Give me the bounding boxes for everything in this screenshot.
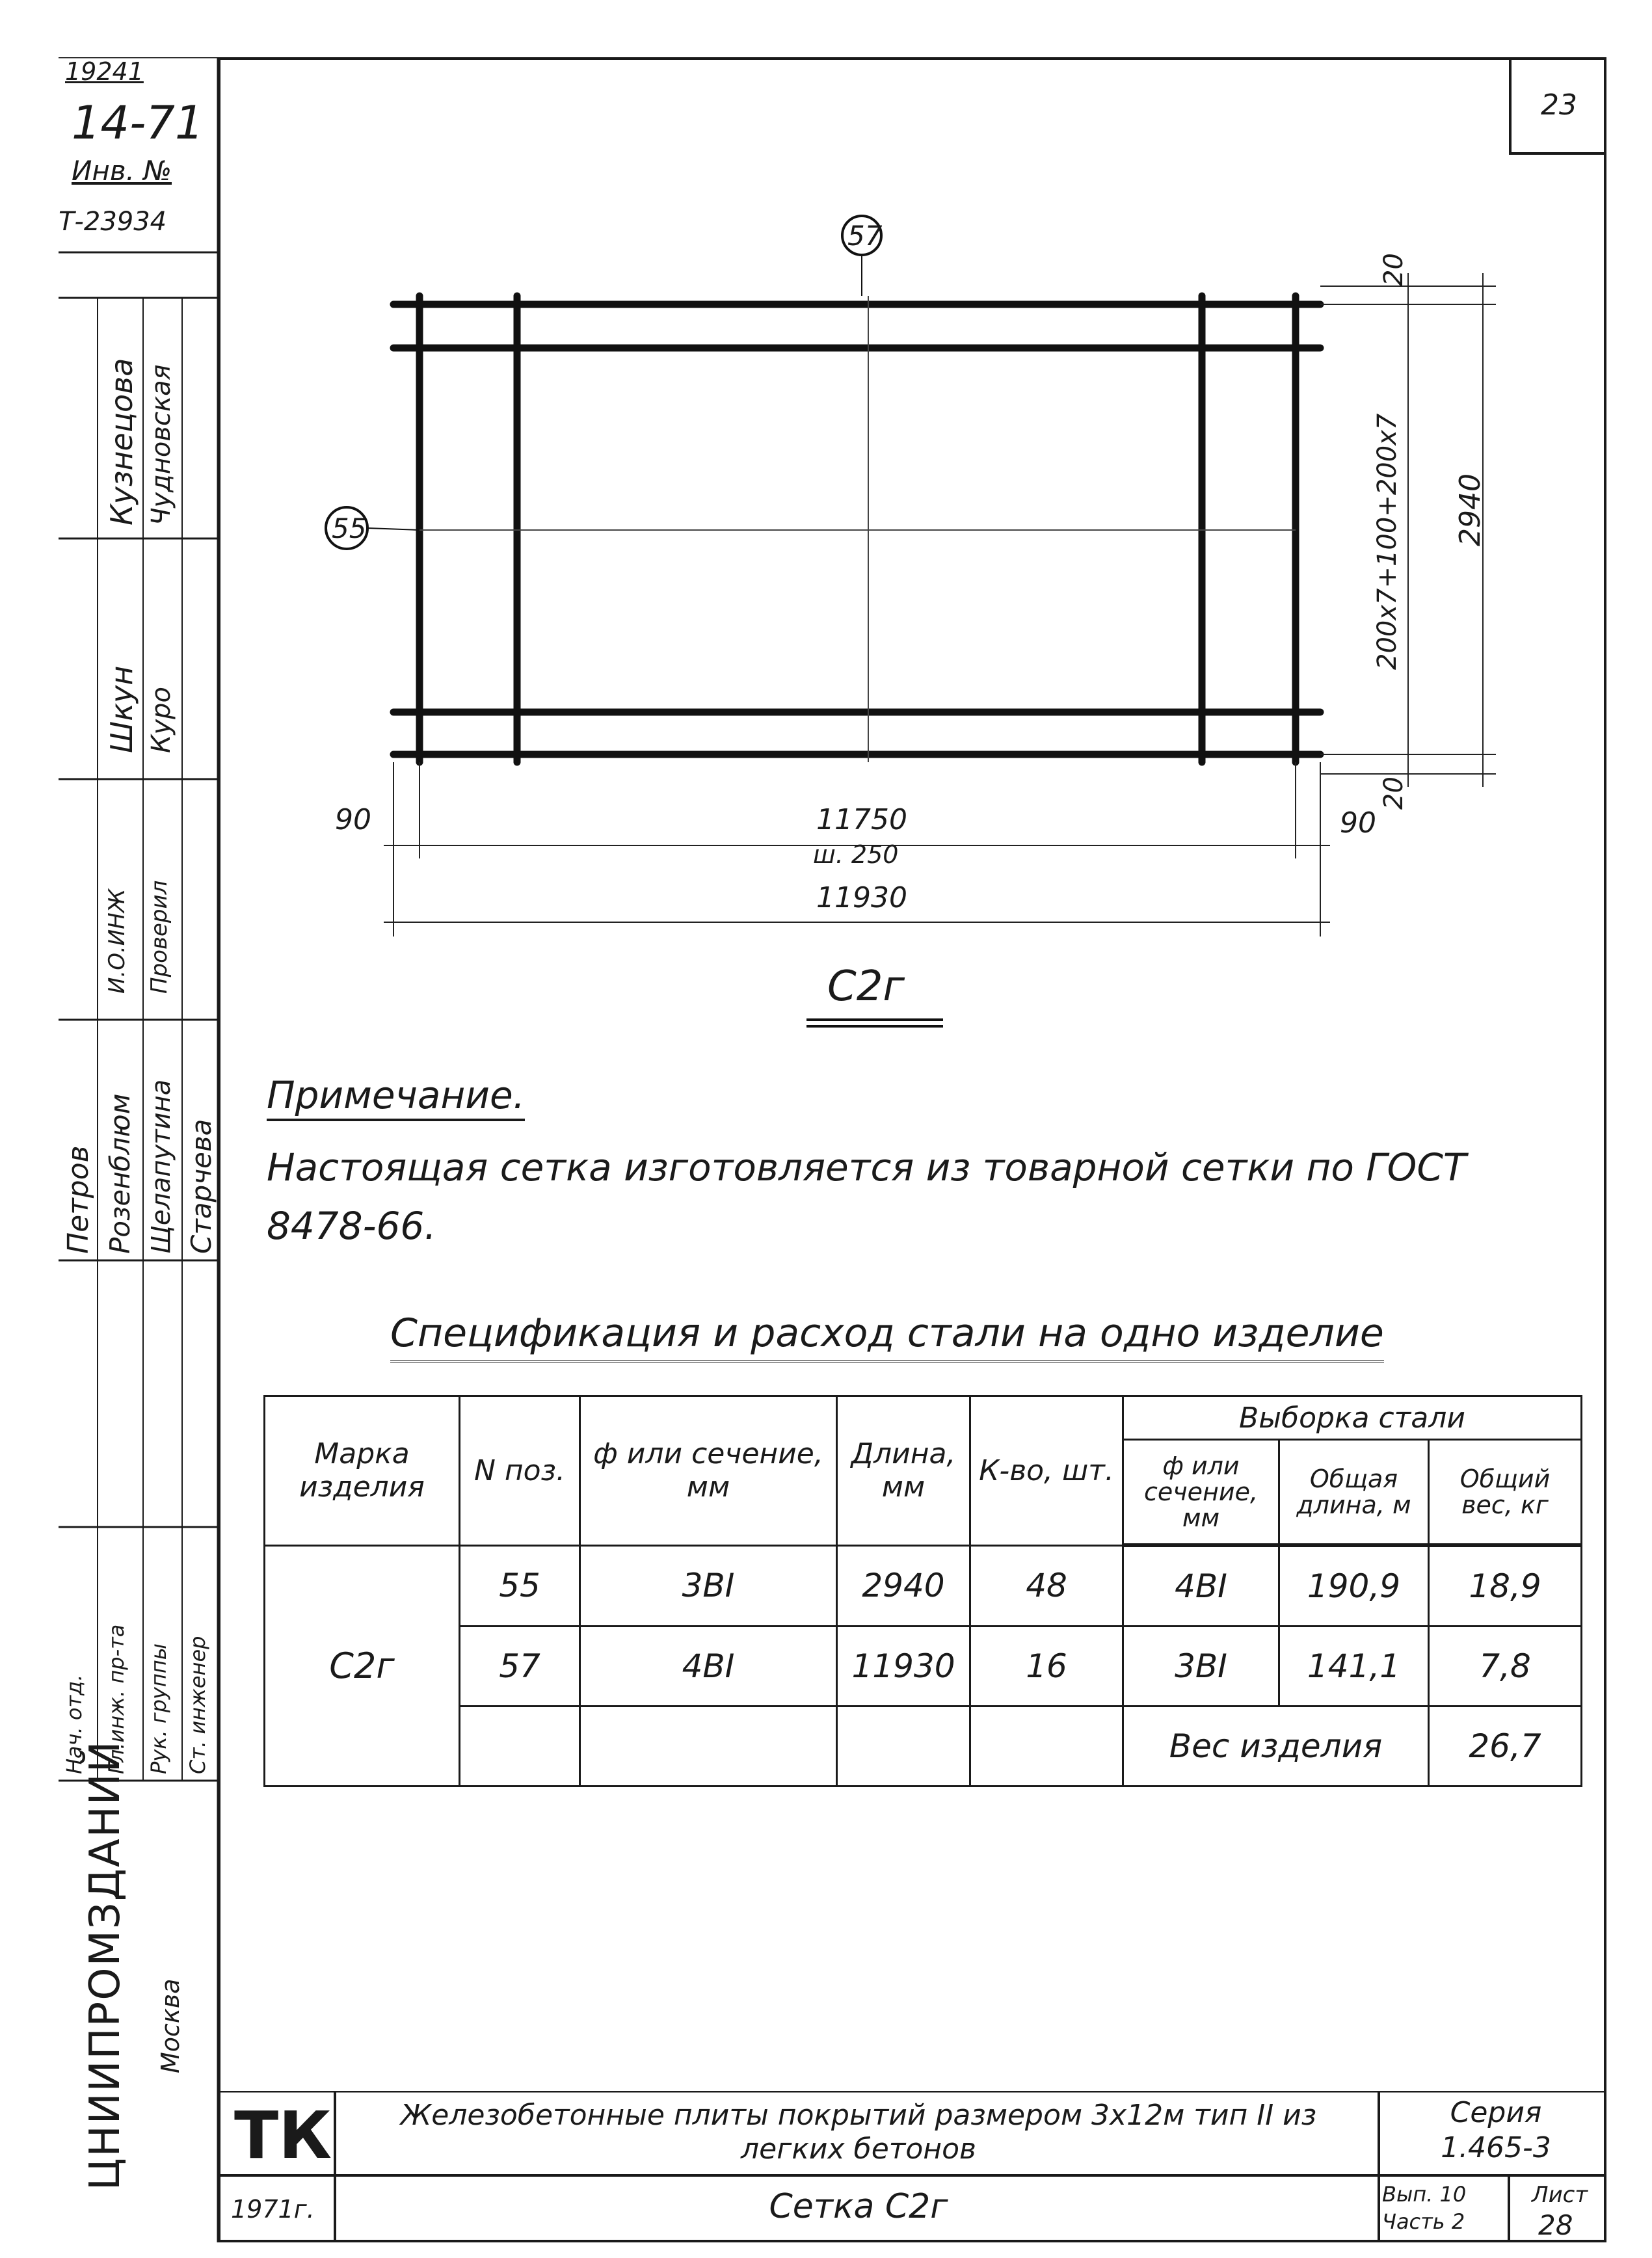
dim-bottom-gap: 20 — [1379, 777, 1409, 810]
document-title: Железобетонные плиты покрытий размером 3х12м тип II из легких бетонов — [400, 2099, 1317, 2166]
callout-label-57: 57 — [847, 220, 883, 252]
city: Москва — [156, 1978, 185, 2073]
header-selection: Выборка стали — [1123, 1396, 1582, 1440]
dim-right-offset: 90 — [1340, 806, 1376, 840]
stamp-mark: ТК — [234, 2097, 332, 2173]
inventory-number: Т-23934 — [59, 207, 167, 237]
table-row — [265, 1627, 1582, 1707]
cell-weight: 7,8 — [1429, 1627, 1582, 1707]
cell-sel-section: 4BI — [1123, 1545, 1279, 1627]
cell-qty: 48 — [970, 1545, 1123, 1627]
header-mark: Марка изделия — [265, 1396, 460, 1546]
dim-left-offset: 90 — [335, 803, 371, 836]
archive-number: 14-71 — [72, 96, 204, 150]
spec-title: Спецификация и расход стали на одно изделие — [390, 1310, 1384, 1362]
table-row — [265, 1545, 1582, 1627]
signer-name-3: Петров — [62, 1145, 95, 1254]
part: Часть 2 — [1382, 2209, 1465, 2234]
inventory-label: Инв. № — [72, 155, 172, 187]
signer-name-2: Чудновская — [146, 364, 176, 525]
year: 1971г. — [231, 2195, 315, 2224]
dim-top-gap: 20 — [1379, 253, 1409, 286]
cell-weight: 18,9 — [1429, 1545, 1582, 1627]
cell-weight-label: Вес изделия — [1123, 1707, 1429, 1786]
dim-inner-length: 11750 — [816, 803, 907, 836]
sheet-title: Сетка С2г — [769, 2187, 948, 2226]
cell-section: 4BI — [580, 1627, 837, 1707]
note-body: Настоящая сетка изготовляется из товарной сетки по ГОСТ 8478-66. — [267, 1145, 1467, 1248]
dim-height: 2940 — [1454, 473, 1487, 546]
role-checked: Проверил — [146, 880, 172, 994]
role-4: Ст. инженер — [185, 1636, 210, 1774]
archive-top: 19241 — [65, 57, 144, 86]
sheet-value: 28 — [1538, 2209, 1573, 2241]
title-block — [218, 2091, 1606, 2242]
organization: ЦНИИПРОМЗДАНИЙ — [81, 1740, 129, 2190]
header-pos: N поз. — [460, 1396, 580, 1546]
cell-section: 3BI — [580, 1545, 837, 1627]
table-row — [265, 1707, 1582, 1786]
role-1: Нач. отд. — [62, 1674, 87, 1774]
signer-name-1: Кузнецова — [104, 358, 139, 525]
signer-name-6: Старчева — [185, 1119, 217, 1254]
cell-qty: 16 — [970, 1627, 1123, 1707]
signature-2: Куро — [146, 687, 176, 753]
sheet-number: 23 — [1541, 88, 1577, 122]
series-number: 1.465-3 — [1441, 2131, 1551, 2164]
header-qty: К-во, шт. — [970, 1396, 1123, 1546]
series-label: Серия — [1450, 2096, 1542, 2129]
signature-1: Шкун — [104, 665, 139, 753]
dim-spacing-formula: 200х7+100+200х7 — [1372, 413, 1402, 670]
cell-pos: 55 — [460, 1545, 580, 1627]
sheet-label: Лист — [1532, 2182, 1588, 2208]
signer-name-5: Щелапутина — [146, 1079, 176, 1254]
cell-sel-section: 3BI — [1123, 1627, 1279, 1707]
cell-total-length: 190,9 — [1279, 1545, 1429, 1627]
note-title: Примечание. — [267, 1073, 525, 1121]
cell-length: 2940 — [837, 1545, 970, 1627]
header-sel-weight: Общий вес, кг — [1429, 1440, 1582, 1546]
cell-pos: 57 — [460, 1627, 580, 1707]
dim-total-length: 11930 — [816, 881, 907, 914]
cell-product-mark: С2г — [265, 1545, 460, 1786]
cell-total-length: 141,1 — [1279, 1627, 1429, 1707]
dim-pitch: ш. 250 — [813, 840, 899, 869]
role-3: Рук. группы — [146, 1643, 171, 1774]
signer-name-4: Розенблюм — [104, 1093, 136, 1254]
issue: Вып. 10 — [1382, 2182, 1467, 2207]
header-length: Длина, мм — [837, 1396, 970, 1546]
callout-label-55: 55 — [332, 512, 367, 544]
header-section: ф или сечение, мм — [580, 1396, 837, 1546]
role-engineer: И.О.ИНЖ — [104, 888, 130, 994]
role-2: Гл.инж. пр-та — [104, 1624, 129, 1774]
product-mark: С2г — [827, 963, 905, 1011]
cell-weight-total: 26,7 — [1429, 1707, 1582, 1786]
header-sel-total-length: Общая длина, м — [1279, 1440, 1429, 1546]
spec-table — [263, 1395, 1582, 1787]
header-sel-section: ф или сечение, мм — [1123, 1440, 1279, 1546]
cell-length: 11930 — [837, 1627, 970, 1707]
